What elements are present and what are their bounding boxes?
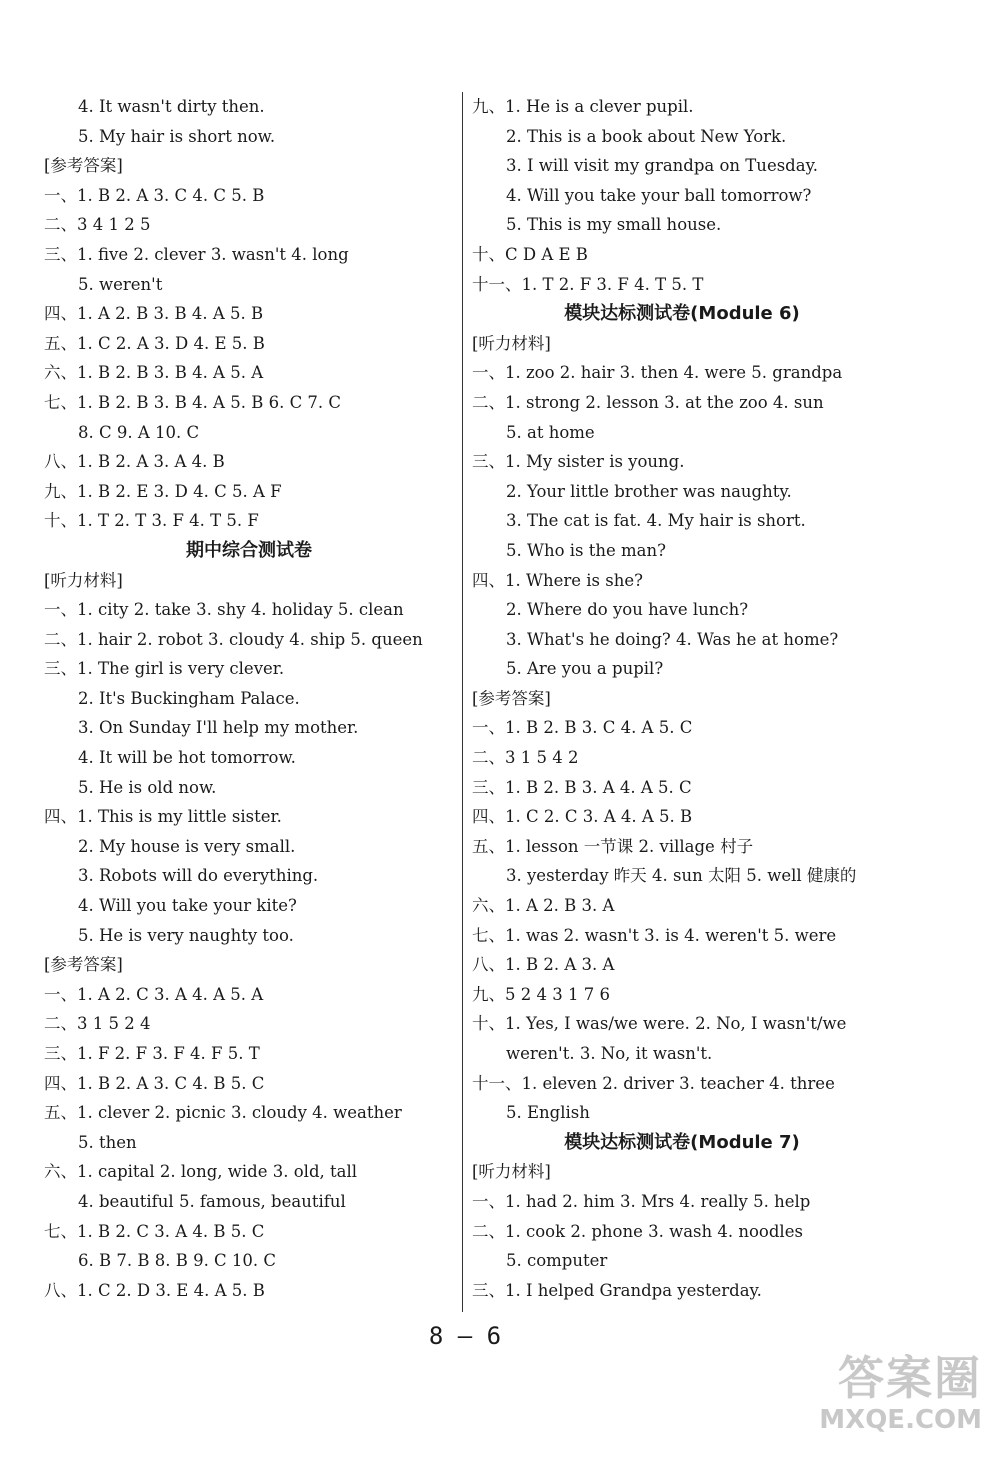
answer-line: 5. weren't [78, 274, 163, 294]
answer-line: 3. The cat is fat. 4. My hair is short. [506, 511, 806, 531]
answer-line: 八、1. B 2. A 3. A 4. B [44, 452, 225, 472]
answer-line: 5. He is old now. [78, 777, 217, 797]
answer-line: 四、1. C 2. C 3. A 4. A 5. B [472, 807, 693, 827]
answer-line: [听力材料] [44, 570, 123, 590]
answer-line: 十、1. Yes, I was/we were. 2. No, I wasn't/we [472, 1014, 847, 1034]
answer-line: 七、1. was 2. wasn't 3. is 4. weren't 5. were [472, 925, 837, 945]
answer-line: 二、3 1 5 4 2 [472, 748, 579, 768]
answer-line: 4. It will be hot tomorrow. [78, 748, 296, 768]
answer-line: 3. yesterday 昨天 4. sun 太阳 5. well 健康的 [506, 866, 857, 886]
answer-line: 九、5 2 4 3 1 7 6 [472, 984, 610, 1004]
answer-line: 3. On Sunday I'll help my mother. [78, 718, 359, 738]
answer-line: 5. at home [506, 422, 595, 442]
answer-line: 一、1. zoo 2. hair 3. then 4. were 5. grandpa [472, 363, 843, 383]
answer-line: 四、1. This is my little sister. [44, 807, 282, 827]
answer-line: 三、1. F 2. F 3. F 4. F 5. T [44, 1044, 260, 1063]
answer-line: 8. C 9. A 10. C [78, 422, 200, 442]
answer-line: 二、3 1 5 2 4 [44, 1014, 151, 1034]
answer-line: 十一、1. eleven 2. driver 3. teacher 4. three [472, 1073, 835, 1093]
answer-line: 九、1. B 2. E 3. D 4. C 5. A F [44, 481, 282, 501]
answer-line: 一、1. city 2. take 3. shy 4. holiday 5. clean [44, 600, 404, 620]
answer-line: 七、1. B 2. B 3. B 4. A 5. B 6. C 7. C [44, 392, 342, 412]
answer-line: [参考答案] [472, 688, 551, 708]
answer-line: 5. then [78, 1132, 137, 1152]
column-divider [462, 92, 463, 1312]
answer-line: 3. Robots will do everything. [78, 866, 319, 886]
answer-line: 一、1. B 2. A 3. C 4. C 5. B [44, 185, 265, 205]
answer-line: 八、1. B 2. A 3. A [472, 955, 615, 975]
answer-line: 五、1. clever 2. picnic 3. cloudy 4. weather [44, 1103, 402, 1123]
section-heading: 模块达标测试卷(Module 7) [564, 1131, 800, 1153]
answer-line: weren't. 3. No, it wasn't. [506, 1044, 713, 1063]
answer-line: 5. My hair is short now. [78, 126, 276, 146]
section-heading: 期中综合测试卷 [186, 539, 312, 561]
answer-line: 4. Will you take your kite? [78, 896, 297, 916]
watermark-logo [792, 1352, 982, 1444]
answer-line: 5. Who is the man? [506, 540, 666, 560]
answer-line: [参考答案] [44, 955, 123, 975]
answer-line: 二、1. strong 2. lesson 3. at the zoo 4. sun [472, 392, 824, 412]
answer-line: 4. beautiful 5. famous, beautiful [78, 1191, 346, 1211]
answer-line: 6. B 7. B 8. B 9. C 10. C [78, 1251, 277, 1271]
answer-line: 2. Your little brother was naughty. [506, 481, 792, 501]
answer-line: 九、1. He is a clever pupil. [472, 97, 694, 116]
answer-line: 六、1. capital 2. long, wide 3. old, tall [44, 1162, 358, 1182]
left-column [44, 92, 454, 1305]
answer-line: 一、1. had 2. him 3. Mrs 4. really 5. help [472, 1191, 811, 1211]
answer-line: 5. This is my small house. [506, 215, 722, 235]
answer-line: 一、1. B 2. B 3. C 4. A 5. C [472, 718, 693, 738]
right-column [472, 92, 892, 1305]
answer-line: 四、1. Where is she? [472, 570, 643, 590]
answer-line: 3. I will visit my grandpa on Tuesday. [506, 156, 818, 176]
answer-line: 六、1. A 2. B 3. A [472, 896, 615, 916]
answer-line: [参考答案] [44, 156, 123, 176]
answer-line: 二、1. hair 2. robot 3. cloudy 4. ship 5. queen [44, 629, 423, 649]
answer-line: 五、1. lesson 一节课 2. village 村子 [472, 836, 754, 856]
answer-line: 三、1. five 2. clever 3. wasn't 4. long [44, 244, 349, 264]
answer-line: 5. English [506, 1103, 590, 1123]
answer-line: 5. Are you a pupil? [506, 659, 664, 679]
answer-line: 三、1. B 2. B 3. A 4. A 5. C [472, 777, 692, 797]
answer-line: 4. Will you take your ball tomorrow? [506, 185, 812, 205]
answer-line: 五、1. C 2. A 3. D 4. E 5. B [44, 333, 265, 353]
answer-line: 三、1. My sister is young. [472, 452, 685, 472]
answer-line: 七、1. B 2. C 3. A 4. B 5. C [44, 1221, 265, 1241]
answer-line: 5. computer [506, 1251, 608, 1271]
answer-line: 四、1. A 2. B 3. B 4. A 5. B [44, 304, 264, 324]
answer-line: 二、3 4 1 2 5 [44, 215, 151, 235]
answer-line: 六、1. B 2. B 3. B 4. A 5. A [44, 363, 264, 383]
answer-line: 2. Where do you have lunch? [506, 600, 749, 620]
answer-line: 2. It's Buckingham Palace. [78, 688, 300, 708]
answer-line: 十一、1. T 2. F 3. F 4. T 5. T [472, 274, 704, 294]
answer-line: 三、1. I helped Grandpa yesterday. [472, 1280, 762, 1300]
answer-line: 一、1. A 2. C 3. A 4. A 5. A [44, 984, 264, 1004]
answer-line: 三、1. The girl is very clever. [44, 659, 285, 679]
watermark-url: MXQE.COM [819, 1405, 982, 1435]
answer-line: 四、1. B 2. A 3. C 4. B 5. C [44, 1073, 265, 1093]
answer-line: 5. He is very naughty too. [78, 925, 294, 945]
answer-line: 3. What's he doing? 4. Was he at home? [506, 629, 839, 649]
watermark-text: 答案圈 [838, 1351, 982, 1405]
answer-line: 八、1. C 2. D 3. E 4. A 5. B [44, 1280, 265, 1300]
page-number: 8 — 6 [428, 1322, 502, 1350]
answer-line: 十、C D A E B [472, 244, 588, 264]
answer-line: 十、1. T 2. T 3. F 4. T 5. F [44, 511, 259, 531]
answer-line: 二、1. cook 2. phone 3. wash 4. noodles [472, 1221, 803, 1241]
answer-line: 4. It wasn't dirty then. [78, 97, 265, 116]
answer-line: [听力材料] [472, 333, 551, 353]
answer-line: [听力材料] [472, 1162, 551, 1182]
answer-line: 2. This is a book about New York. [506, 126, 787, 146]
answer-line: 2. My house is very small. [78, 836, 296, 856]
section-heading: 模块达标测试卷(Module 6) [564, 303, 800, 325]
